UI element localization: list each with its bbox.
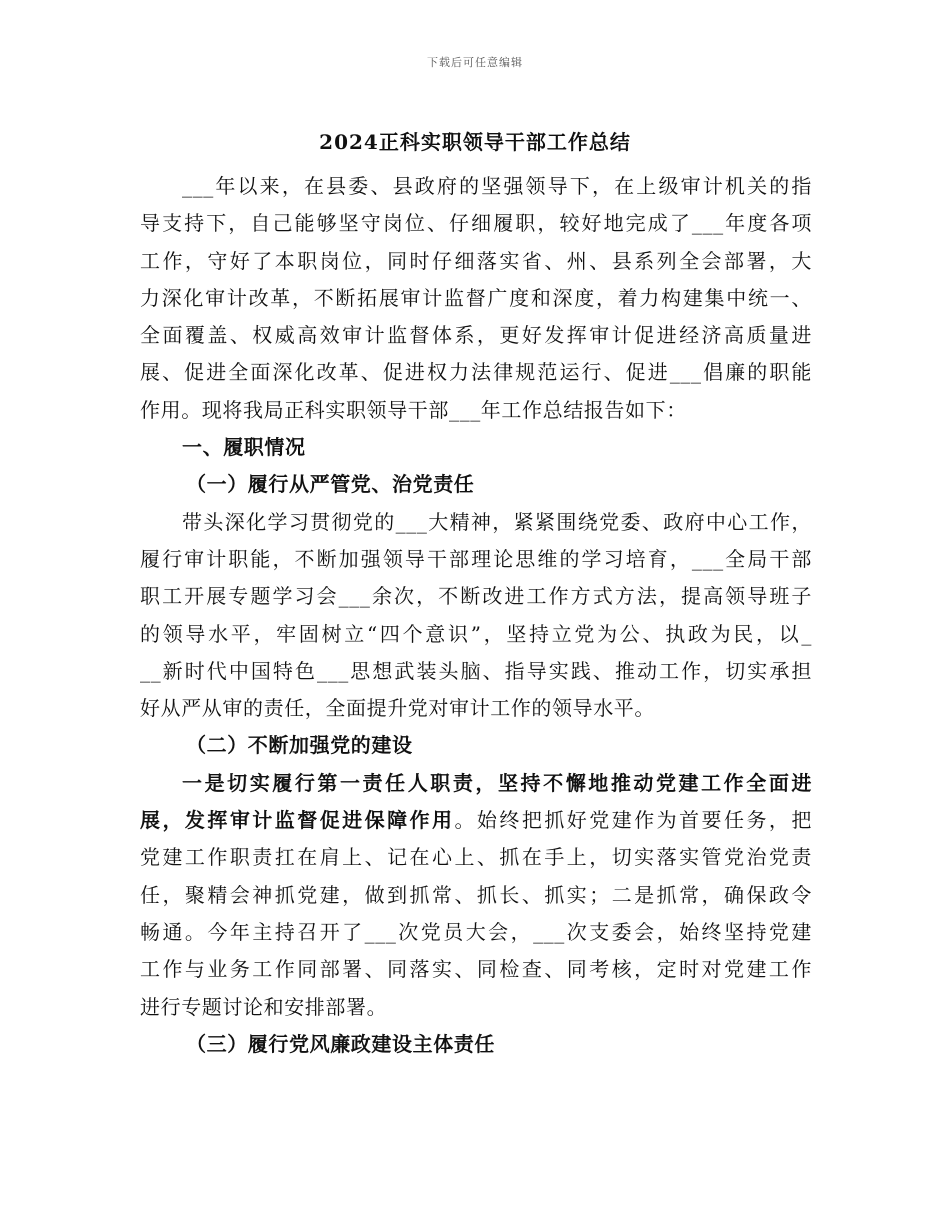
paragraph-line: 带头深化学习贯彻党的___大精神，紧紧围绕党委、政府中心工作， <box>182 509 812 534</box>
subsection-heading: （三）履行党风廉政建设主体责任 <box>186 1031 495 1056</box>
paragraph-line: 力深化审计改革，不断拓展审计监督广度和深度，着力构建集中统一、 <box>140 285 812 310</box>
paragraph-line: ___年以来，在县委、县政府的坚强领导下，在上级审计机关的指 <box>182 174 812 198</box>
bold-lead-fragment: 展，发挥审计监督促进保障作用 <box>140 808 455 833</box>
paragraph-line: 好从严从审的责任，全面提升党对审计工作的领导水平。 <box>140 696 655 721</box>
subsection-heading: （一）履行从严管党、治党责任 <box>186 472 475 497</box>
paragraph-line: 工作与业务工作同部署、同落实、同检查、同考核，定时对党建工作 <box>140 957 812 982</box>
paragraph-line: 党建工作职责扛在肩上、记在心上、抓在手上，切实落实管党治党责 <box>140 845 812 870</box>
section-heading: 一、履职情况 <box>182 435 306 460</box>
paragraph-line: 的领导水平，牢固树立“四个意识”，坚持立党为公、执政为民，以_ <box>140 621 812 646</box>
header-note: 下载后可任意编辑 <box>427 56 523 69</box>
paragraph-line: __新时代中国特色___思想武装头脑、指导实践、推动工作，切实承担 <box>140 658 812 683</box>
paragraph-line: 履行审计职能，不断加强领导干部理论思维的学习培育，___全局干部 <box>140 546 812 571</box>
paragraph-line: 任，聚精会神抓党建，做到抓常、抓长、抓实；二是抓常，确保政令 <box>140 882 812 907</box>
paragraph-line: 职工开展专题学习会___余次，不断改进工作方式方法，提高领导班子 <box>140 584 812 609</box>
paragraph-line: 畅通。今年主持召开了___次党员大会，___次支委会，始终坚持党建 <box>140 919 812 944</box>
paragraph-line: 工作，守好了本职岗位，同时仔细落实省、州、县系列全会部署，大 <box>140 248 812 273</box>
paragraph-line: 展、促进全面深化改革、促进权力法律规范运行、促进___倡廉的职能 <box>140 360 812 385</box>
paragraph-line: 作用。现将我局正科实职领导干部___年工作总结报告如下： <box>140 397 687 422</box>
paragraph-line: 导支持下，自己能够坚守岗位、仔细履职，较好地完成了___年度各项 <box>140 211 812 236</box>
line-fragment: 。始终把抓好党建作为首要任务，把 <box>454 808 812 833</box>
document-body <box>140 168 812 1063</box>
paragraph-line: 全面覆盖、权威高效审计监督体系，更好发挥审计促进经济高质量进 <box>140 323 812 348</box>
bold-lead-line: 一是切实履行第一责任人职责，坚持不懈地推动党建工作全面进 <box>182 770 812 795</box>
document-title: 2024正科实职领导干部工作总结 <box>319 130 631 154</box>
paragraph-line: 进行专题讨论和安排部署。 <box>140 994 388 1019</box>
mixed-line <box>140 802 812 839</box>
subsection-heading: （二）不断加强党的建设 <box>186 733 413 758</box>
